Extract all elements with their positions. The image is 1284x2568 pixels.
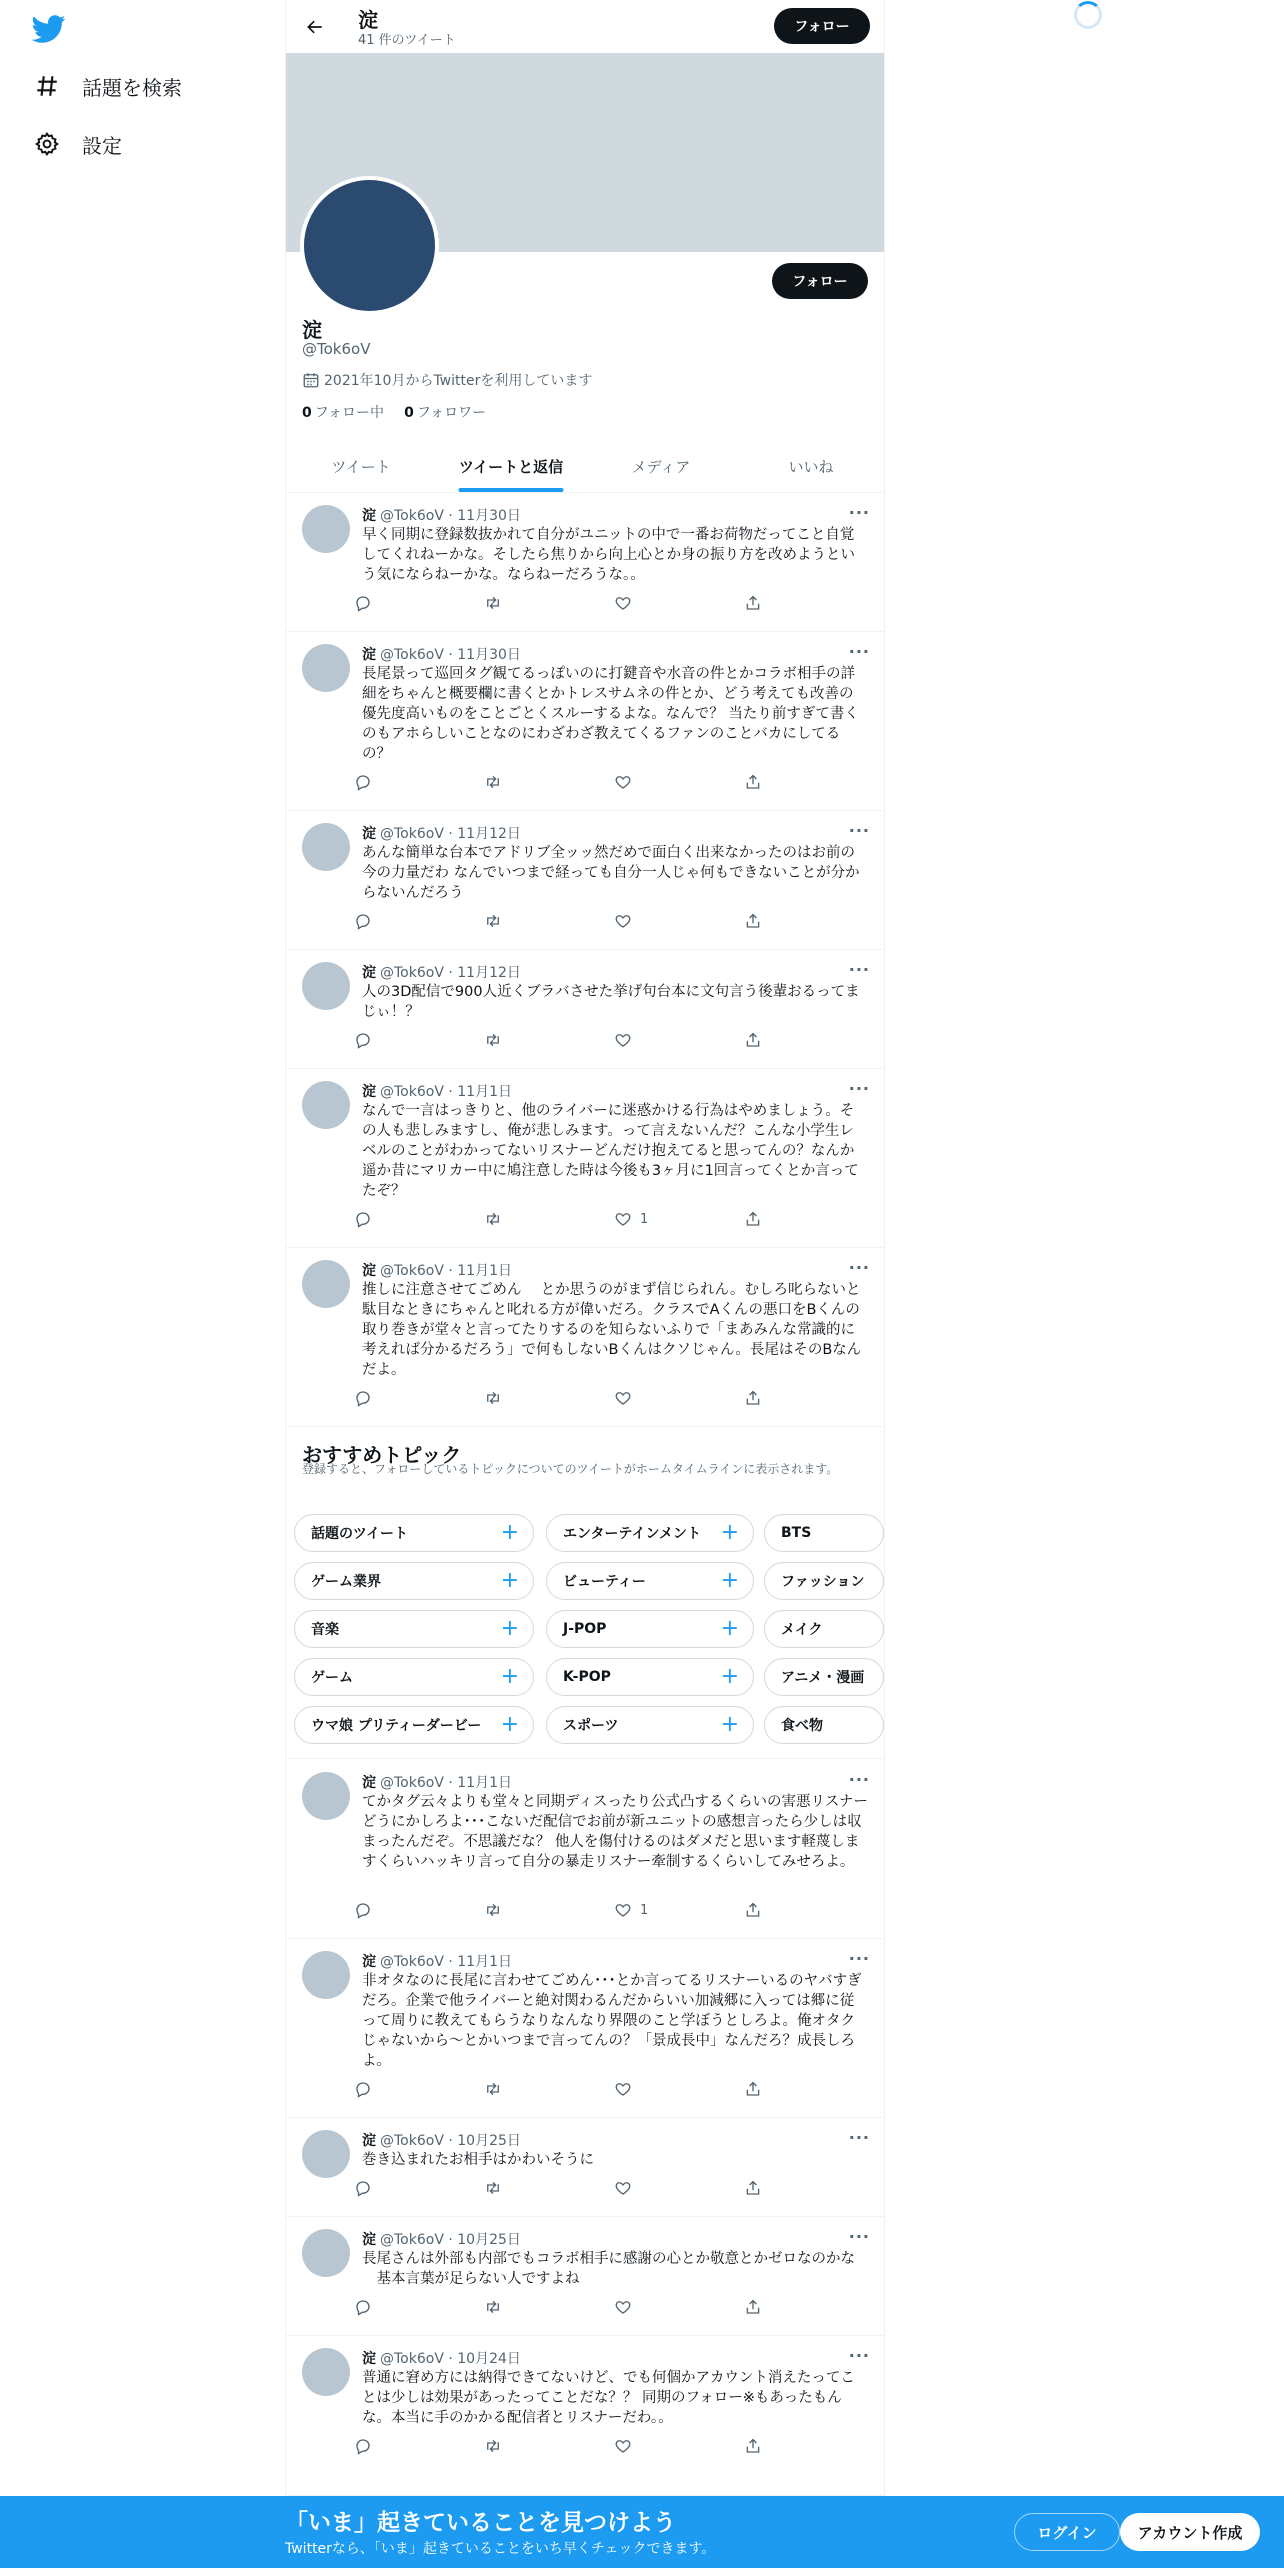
retweet-button[interactable]	[484, 1388, 544, 1408]
heart-icon	[614, 773, 632, 791]
reply-icon	[354, 1210, 372, 1228]
topic-chip[interactable]	[294, 1562, 534, 1600]
tweet[interactable]	[286, 1939, 885, 2118]
share-button[interactable]	[744, 2436, 804, 2456]
heart-icon	[614, 2080, 632, 2098]
reply-button[interactable]	[354, 2178, 414, 2198]
reply-icon	[354, 2437, 372, 2455]
like-button[interactable]	[614, 911, 674, 931]
tweet-date[interactable]: 11月1日	[457, 1775, 512, 1791]
topic-chip[interactable]	[546, 1658, 754, 1696]
signup-banner	[0, 2496, 1284, 2568]
profile-tabs	[286, 440, 885, 493]
topic-chip[interactable]	[764, 1514, 884, 1552]
share-icon	[744, 912, 762, 930]
joined-text: 2021年10月からTwitterを利用しています	[324, 373, 593, 389]
like-button[interactable]	[614, 1209, 674, 1229]
reply-button[interactable]	[354, 772, 414, 792]
tweet-author-handle: @Tok6oV	[380, 1775, 444, 1791]
tweet-avatar[interactable]	[302, 2130, 350, 2178]
reply-icon	[354, 1031, 372, 1049]
topic-chip[interactable]	[294, 1706, 534, 1744]
tweet-date[interactable]: 11月1日	[457, 1084, 512, 1100]
share-icon	[744, 1210, 762, 1228]
back-button[interactable]	[298, 10, 332, 44]
tweet-actions	[354, 1900, 804, 1920]
tab-tweets-and-replies[interactable]: ツイートと返信	[436, 440, 586, 492]
tweet-author-name[interactable]: 淀	[362, 2133, 376, 2149]
tweet-actions	[354, 593, 804, 613]
tweet-actions	[354, 1388, 804, 1408]
topic-chip[interactable]	[546, 1562, 754, 1600]
tweet-text: あんな簡単な台本でアドリブ全ッッ然だめで面白く出来なかったのはお前の今の力量だわ なんでいつまで経っても自分一人じゃ何もできないことが分からないんだろう	[362, 845, 860, 901]
topic-chip-label: J-POP	[563, 1621, 607, 1637]
tweet-avatar[interactable]	[302, 644, 350, 692]
heart-icon	[614, 594, 632, 612]
like-button[interactable]	[614, 2297, 674, 2317]
like-button[interactable]	[614, 2436, 674, 2456]
retweet-icon	[484, 2179, 502, 2197]
retweet-button[interactable]	[484, 1900, 544, 1920]
heart-icon	[614, 1901, 632, 1919]
topic-chip[interactable]	[294, 1610, 534, 1648]
arrow-left-icon	[305, 17, 325, 37]
tweet-author-name[interactable]: 淀	[362, 647, 376, 663]
tweet-author-name[interactable]: 淀	[362, 826, 376, 842]
retweet-icon	[484, 2298, 502, 2316]
retweet-button[interactable]	[484, 2178, 544, 2198]
tweet-header: 淀 @Tok6oV · 11月1日	[362, 1263, 512, 1279]
plus-icon[interactable]: +	[500, 1664, 519, 1689]
heart-icon	[614, 2437, 632, 2455]
twitter-bird-icon[interactable]	[32, 12, 66, 46]
reply-icon	[354, 2179, 372, 2197]
signup-banner-title: 「いま」起きていることを見つけよう	[285, 2510, 676, 2536]
tweet-date[interactable]: 10月24日	[457, 2351, 521, 2367]
share-icon	[744, 773, 762, 791]
like-button[interactable]	[614, 2079, 674, 2099]
more-options-icon[interactable]: ···	[848, 821, 870, 840]
more-options-icon[interactable]: ···	[848, 2227, 870, 2246]
tweet-avatar[interactable]	[302, 1772, 350, 1820]
like-button[interactable]	[614, 1388, 674, 1408]
reply-icon	[354, 1389, 372, 1407]
plus-icon[interactable]: +	[500, 1520, 519, 1545]
share-button[interactable]	[744, 1209, 804, 1229]
tweet-header: 淀 @Tok6oV · 11月1日	[362, 1775, 512, 1791]
reply-button[interactable]	[354, 1900, 414, 1920]
retweet-button[interactable]	[484, 911, 544, 931]
tweet-date[interactable]: 10月25日	[457, 2133, 521, 2149]
tweet-text: 普通に窘め方には納得できてないけど、でも何個かアカウント消えたってことは少しは効果があったってことだな？？ 同期のフォロー※もあったもんな。本当に手のかかる配信者とリスナーだわ。。	[362, 2370, 855, 2426]
tweet-author-name[interactable]: 淀	[362, 1084, 376, 1100]
tweet-header: 淀 @Tok6oV · 11月12日	[362, 965, 521, 981]
share-button[interactable]	[744, 1388, 804, 1408]
tweet-actions	[354, 911, 804, 931]
tweet[interactable]	[286, 2217, 885, 2336]
tweet[interactable]	[286, 493, 885, 632]
share-button[interactable]	[744, 1900, 804, 1920]
tweet-actions	[354, 1030, 804, 1050]
more-options-icon[interactable]: ···	[848, 960, 870, 979]
topic-chip[interactable]	[546, 1514, 754, 1552]
share-icon	[744, 2437, 762, 2455]
tweet[interactable]	[286, 1069, 885, 1248]
tweet-author-handle: @Tok6oV	[380, 965, 444, 981]
tweet-author-handle: @Tok6oV	[380, 2351, 444, 2367]
topic-chip-label: 話題のツイート	[311, 1526, 409, 1542]
tweet-date[interactable]: 11月12日	[457, 826, 521, 842]
tweet-avatar[interactable]	[302, 2229, 350, 2277]
like-button[interactable]	[614, 772, 674, 792]
share-icon	[744, 594, 762, 612]
topic-chip-label: ファッション	[781, 1574, 865, 1590]
plus-icon[interactable]: +	[500, 1616, 519, 1641]
signup-button[interactable]: アカウント作成	[1120, 2513, 1260, 2551]
share-button[interactable]	[744, 593, 804, 613]
tweet-author-name[interactable]: 淀	[362, 2232, 376, 2248]
recommended-topics	[286, 1427, 885, 1759]
tweet-date[interactable]: 11月30日	[457, 647, 521, 663]
share-icon	[744, 1031, 762, 1049]
tweet-actions	[354, 2436, 804, 2456]
tweet-author-handle: @Tok6oV	[380, 826, 444, 842]
sidebar-item-label: 話題を検索	[82, 75, 182, 100]
tweet-text: 長尾景って巡回タグ観てるっぽいのに打鍵音や水音の件とかコラボ相手の詳細をちゃんと概要欄に書くとかトレスサムネの件とか、どう考えても改善の優先度高いものをことごとくスルーするよな。なんで？ 当たり前すぎて書くのもアホらしいことなのにわざわざ教えてくるファンのことバカにしてるの？	[362, 666, 859, 762]
topic-chip[interactable]	[294, 1514, 534, 1552]
reply-icon	[354, 2080, 372, 2098]
plus-icon[interactable]: +	[720, 1664, 739, 1689]
tweet-text: 推しに注意させてごめん とか思うのがまず信じられん。むしろ叱らないと駄目なときにちゃんと叱れる方が偉いだろ。クラスでAくんの悪口をBくんの取り巻きが堂々と言ってたりするのを知らないふりで「まあみんな常識的に考えれば分かるだろう」で何もしないBくんはクソじゃん。長尾はそのBなんだよ。	[362, 1282, 862, 1378]
tweet-avatar[interactable]	[302, 1081, 350, 1129]
tab-media[interactable]: メディア	[631, 457, 691, 476]
sidebar-item-label: 設定	[82, 133, 122, 158]
calendar-icon	[302, 371, 320, 389]
tweet-avatar[interactable]	[302, 2348, 350, 2396]
like-button[interactable]	[614, 1900, 674, 1920]
tweet-count: 41 件のツイート	[358, 33, 456, 48]
more-options-icon[interactable]: ···	[848, 1079, 870, 1098]
sidebar-item-settings[interactable]	[30, 116, 122, 172]
tweet-actions	[354, 2178, 804, 2198]
tab-likes[interactable]: いいね	[788, 457, 834, 476]
retweet-button[interactable]	[484, 1209, 544, 1229]
topics-subtitle: 登録すると、フォローしているトピックについてのツイートがホームタイムラインに表示されます。	[302, 1462, 839, 1476]
tweet-date[interactable]: 11月12日	[457, 965, 521, 981]
tweet[interactable]	[286, 2118, 885, 2217]
topic-chip-label: メイク	[781, 1622, 823, 1638]
tweet-text: てかタグ云々よりも堂々と同期ディスったり公式凸するくらいの害悪リスナーどうにかしろよ･･･こないだ配信でお前が新ユニットの感想言ったら少しは収まったんだぞ。不思議だな？ 他人を傷付けるのはダメだと思います軽蔑しますくらいハッキリ言って自分の暴走リスナー牽制するくらいしてみせろよ。	[362, 1794, 868, 1870]
tweet-text: なんで一言はっきりと、他のライバーに迷惑かける行為はやめましょう。その人も悲しみますし、俺が悲しみます。って言えないんだ？こんな小学生レベルのことがわかってないリスナーどんだけ抱えてると思ってんの？なんか遥か昔にマリカー中に鳩注意した時は今後も3ヶ月に1回言ってくとか言ってたぞ？	[362, 1103, 859, 1199]
share-button[interactable]	[744, 2079, 804, 2099]
like-count: 1	[640, 1211, 649, 1227]
topic-chip-label: アニメ・漫画	[781, 1670, 865, 1686]
tweet[interactable]	[286, 811, 885, 950]
hashtag-icon	[30, 69, 64, 103]
tweet-header: 淀 @Tok6oV · 11月30日	[362, 647, 521, 663]
tweet[interactable]	[286, 1760, 885, 1939]
tweet-author-name[interactable]: 淀	[362, 1775, 376, 1791]
follow-button-header[interactable]: フォロー	[774, 8, 870, 44]
tweet-date[interactable]: 11月30日	[457, 508, 521, 524]
share-icon	[744, 2179, 762, 2197]
tweet-author-handle: @Tok6oV	[380, 2133, 444, 2149]
share-button[interactable]	[744, 911, 804, 931]
retweet-button[interactable]	[484, 2436, 544, 2456]
heart-icon	[614, 1210, 632, 1228]
share-icon	[744, 1901, 762, 1919]
heart-icon	[614, 1031, 632, 1049]
plus-icon[interactable]: +	[500, 1568, 519, 1593]
like-count: 1	[640, 1902, 649, 1918]
tweet-avatar[interactable]	[302, 505, 350, 553]
tweet-header: 淀 @Tok6oV · 11月12日	[362, 826, 521, 842]
more-options-icon[interactable]: ···	[848, 1770, 870, 1789]
login-button[interactable]: ログイン	[1014, 2513, 1120, 2551]
share-icon	[744, 1389, 762, 1407]
tweet-author-handle: @Tok6oV	[380, 647, 444, 663]
like-button[interactable]	[614, 1030, 674, 1050]
signup-banner-subtitle: Twitterなら、「いま」起きていることをいち早くチェックできます。	[285, 2541, 716, 2557]
tweet-header: 淀 @Tok6oV · 11月30日	[362, 508, 521, 524]
tweet-date[interactable]: 11月1日	[457, 1263, 512, 1279]
reply-icon	[354, 912, 372, 930]
reply-button[interactable]	[354, 1209, 414, 1229]
topic-chip[interactable]	[546, 1610, 754, 1648]
reply-button[interactable]	[354, 593, 414, 613]
tweet-author-name[interactable]: 淀	[362, 2351, 376, 2367]
retweet-icon	[484, 1031, 502, 1049]
loading-spinner-icon	[1074, 1, 1102, 29]
tweet-avatar[interactable]	[302, 1260, 350, 1308]
topic-chip-label: K-POP	[563, 1669, 611, 1685]
reply-button[interactable]	[354, 911, 414, 931]
like-button[interactable]	[614, 593, 674, 613]
tweet-author-handle: @Tok6oV	[380, 1084, 444, 1100]
topic-chip-label: BTS	[781, 1525, 812, 1541]
plus-icon[interactable]: +	[720, 1616, 739, 1641]
left-sidebar	[0, 0, 285, 2568]
share-button[interactable]	[744, 772, 804, 792]
reply-button[interactable]	[354, 2436, 414, 2456]
profile-stats	[302, 402, 506, 422]
topic-chip-label: 食べ物	[781, 1718, 823, 1734]
retweet-icon	[484, 912, 502, 930]
more-options-icon[interactable]: ···	[848, 1258, 870, 1277]
tweet-header: 淀 @Tok6oV · 10月24日	[362, 2351, 521, 2367]
topic-chip-label: 音楽	[311, 1622, 339, 1638]
followers-stat[interactable]: 0 フォロワー	[404, 405, 487, 421]
tweet-actions	[354, 772, 804, 792]
topic-chip-label: ゲーム	[311, 1670, 353, 1686]
share-icon	[744, 2298, 762, 2316]
heart-icon	[614, 2179, 632, 2197]
reply-button[interactable]	[354, 1030, 414, 1050]
retweet-button[interactable]	[484, 772, 544, 792]
tweet-avatar[interactable]	[302, 823, 350, 871]
tweet-text: 長尾さんは外部も内部でもコラボ相手に感謝の心とか敬意とかゼロなのかな 基本言葉が足らない人ですよね	[362, 2251, 855, 2287]
tweet[interactable]	[286, 632, 885, 811]
retweet-icon	[484, 773, 502, 791]
more-options-icon[interactable]: ···	[848, 2346, 870, 2365]
share-button[interactable]	[744, 2297, 804, 2317]
topic-chip-label: ビューティー	[563, 1574, 646, 1590]
tweet-header: 淀 @Tok6oV · 10月25日	[362, 2133, 521, 2149]
retweet-button[interactable]	[484, 1030, 544, 1050]
topic-chip-label: エンターテインメント	[563, 1526, 702, 1542]
more-options-icon[interactable]: ···	[848, 503, 870, 522]
topic-chip[interactable]	[764, 1562, 884, 1600]
tweet-header: 淀 @Tok6oV · 11月1日	[362, 1084, 512, 1100]
sidebar-item-explore[interactable]	[30, 58, 182, 114]
profile-name: 淀	[302, 318, 322, 342]
topic-chip[interactable]	[764, 1706, 884, 1744]
gear-icon	[30, 127, 64, 161]
reply-icon	[354, 1901, 372, 1919]
tweet-date[interactable]: 11月1日	[457, 1954, 512, 1970]
topic-chip-label: スポーツ	[563, 1718, 619, 1734]
more-options-icon[interactable]: ···	[848, 2128, 870, 2147]
heart-icon	[614, 2298, 632, 2316]
tweet-header: 淀 @Tok6oV · 11月1日	[362, 1954, 512, 1970]
tweet[interactable]	[286, 1248, 885, 1427]
like-button[interactable]	[614, 2178, 674, 2198]
topic-chip[interactable]	[764, 1658, 884, 1696]
tweet-author-name[interactable]: 淀	[362, 508, 376, 524]
tweet-author-handle: @Tok6oV	[380, 1954, 444, 1970]
tweet-header: 淀 @Tok6oV · 10月25日	[362, 2232, 521, 2248]
tweet-actions	[354, 2079, 804, 2099]
tweet-author-handle: @Tok6oV	[380, 508, 444, 524]
tweet-author-name[interactable]: 淀	[362, 965, 376, 981]
retweet-icon	[484, 2080, 502, 2098]
reply-icon	[354, 594, 372, 612]
profile-handle: @Tok6oV	[302, 340, 371, 358]
tweet[interactable]	[286, 2336, 885, 2496]
tweet-actions	[354, 1209, 804, 1229]
retweet-icon	[484, 1389, 502, 1407]
tweet-text: 巻き込まれたお相手はかわいそうに	[362, 2152, 594, 2168]
tweet-text: 人の3D配信で900人近くブラバさせた挙げ句台本に文句言う後輩おるってまじぃ！？	[362, 984, 860, 1020]
share-button[interactable]	[744, 1030, 804, 1050]
share-icon	[744, 2080, 762, 2098]
following-stat[interactable]: 0 フォロー中	[302, 405, 385, 421]
retweet-button[interactable]	[484, 2297, 544, 2317]
plus-icon[interactable]: +	[720, 1712, 739, 1737]
profile-column	[285, 0, 885, 2568]
tweet-date[interactable]: 10月25日	[457, 2232, 521, 2248]
tweet-author-name[interactable]: 淀	[362, 1263, 376, 1279]
tweet-author-handle: @Tok6oV	[380, 1263, 444, 1279]
tweet-actions	[354, 2297, 804, 2317]
plus-icon[interactable]: +	[500, 1712, 519, 1737]
tab-tweets[interactable]: ツイート	[331, 457, 391, 476]
tweet-author-name[interactable]: 淀	[362, 1954, 376, 1970]
tweet[interactable]	[286, 950, 885, 1069]
heart-icon	[614, 1389, 632, 1407]
reply-button[interactable]	[354, 2297, 414, 2317]
tweet-avatar[interactable]	[302, 962, 350, 1010]
more-options-icon[interactable]: ···	[848, 1949, 870, 1968]
follow-button[interactable]: フォロー	[772, 263, 868, 299]
retweet-button[interactable]	[484, 593, 544, 613]
retweet-icon	[484, 2437, 502, 2455]
heart-icon	[614, 912, 632, 930]
reply-button[interactable]	[354, 1388, 414, 1408]
retweet-icon	[484, 1210, 502, 1228]
plus-icon[interactable]: +	[720, 1520, 739, 1545]
topic-chip-label: ウマ娘 プリティーダービー	[311, 1718, 482, 1734]
header-name: 淀	[358, 8, 378, 32]
plus-icon[interactable]: +	[720, 1568, 739, 1593]
share-button[interactable]	[744, 2178, 804, 2198]
tweet-text: 早く同期に登録数抜かれて自分がユニットの中で一番お荷物だってこと自覚してくれねーかな。そしたら焦りから向上心とか身の振り方を改めようという気にならねーかな。ならねーだろうな。。	[362, 527, 855, 583]
topic-chip[interactable]	[764, 1610, 884, 1648]
profile-header-bar	[286, 0, 885, 53]
reply-button[interactable]	[354, 2079, 414, 2099]
retweet-button[interactable]	[484, 2079, 544, 2099]
topic-chip-label: ゲーム業界	[311, 1574, 381, 1590]
reply-icon	[354, 773, 372, 791]
profile-avatar[interactable]	[300, 176, 439, 315]
reply-icon	[354, 2298, 372, 2316]
profile-joined	[302, 369, 592, 391]
tweet-avatar[interactable]	[302, 1951, 350, 1999]
topics-title: おすすめトピック	[302, 1443, 462, 1467]
topic-chip[interactable]	[294, 1658, 534, 1696]
tweet-author-handle: @Tok6oV	[380, 2232, 444, 2248]
tweet-text: 非オタなのに長尾に言わせてごめん･･･とか言ってるリスナーいるのヤバすぎだろ。企業で他ライバーと絶対関わるんだからいい加減郷に入っては郷に従って周りに教えてもらうなりなんなり界隈のこと学ぼうとしろよ。俺オタクじゃないから〜とかいつまで言ってんの？「景成長中」なんだろ？成長しろよ。	[362, 1973, 862, 2069]
topic-chip[interactable]	[546, 1706, 754, 1744]
retweet-icon	[484, 594, 502, 612]
retweet-icon	[484, 1901, 502, 1919]
more-options-icon[interactable]: ···	[848, 642, 870, 661]
